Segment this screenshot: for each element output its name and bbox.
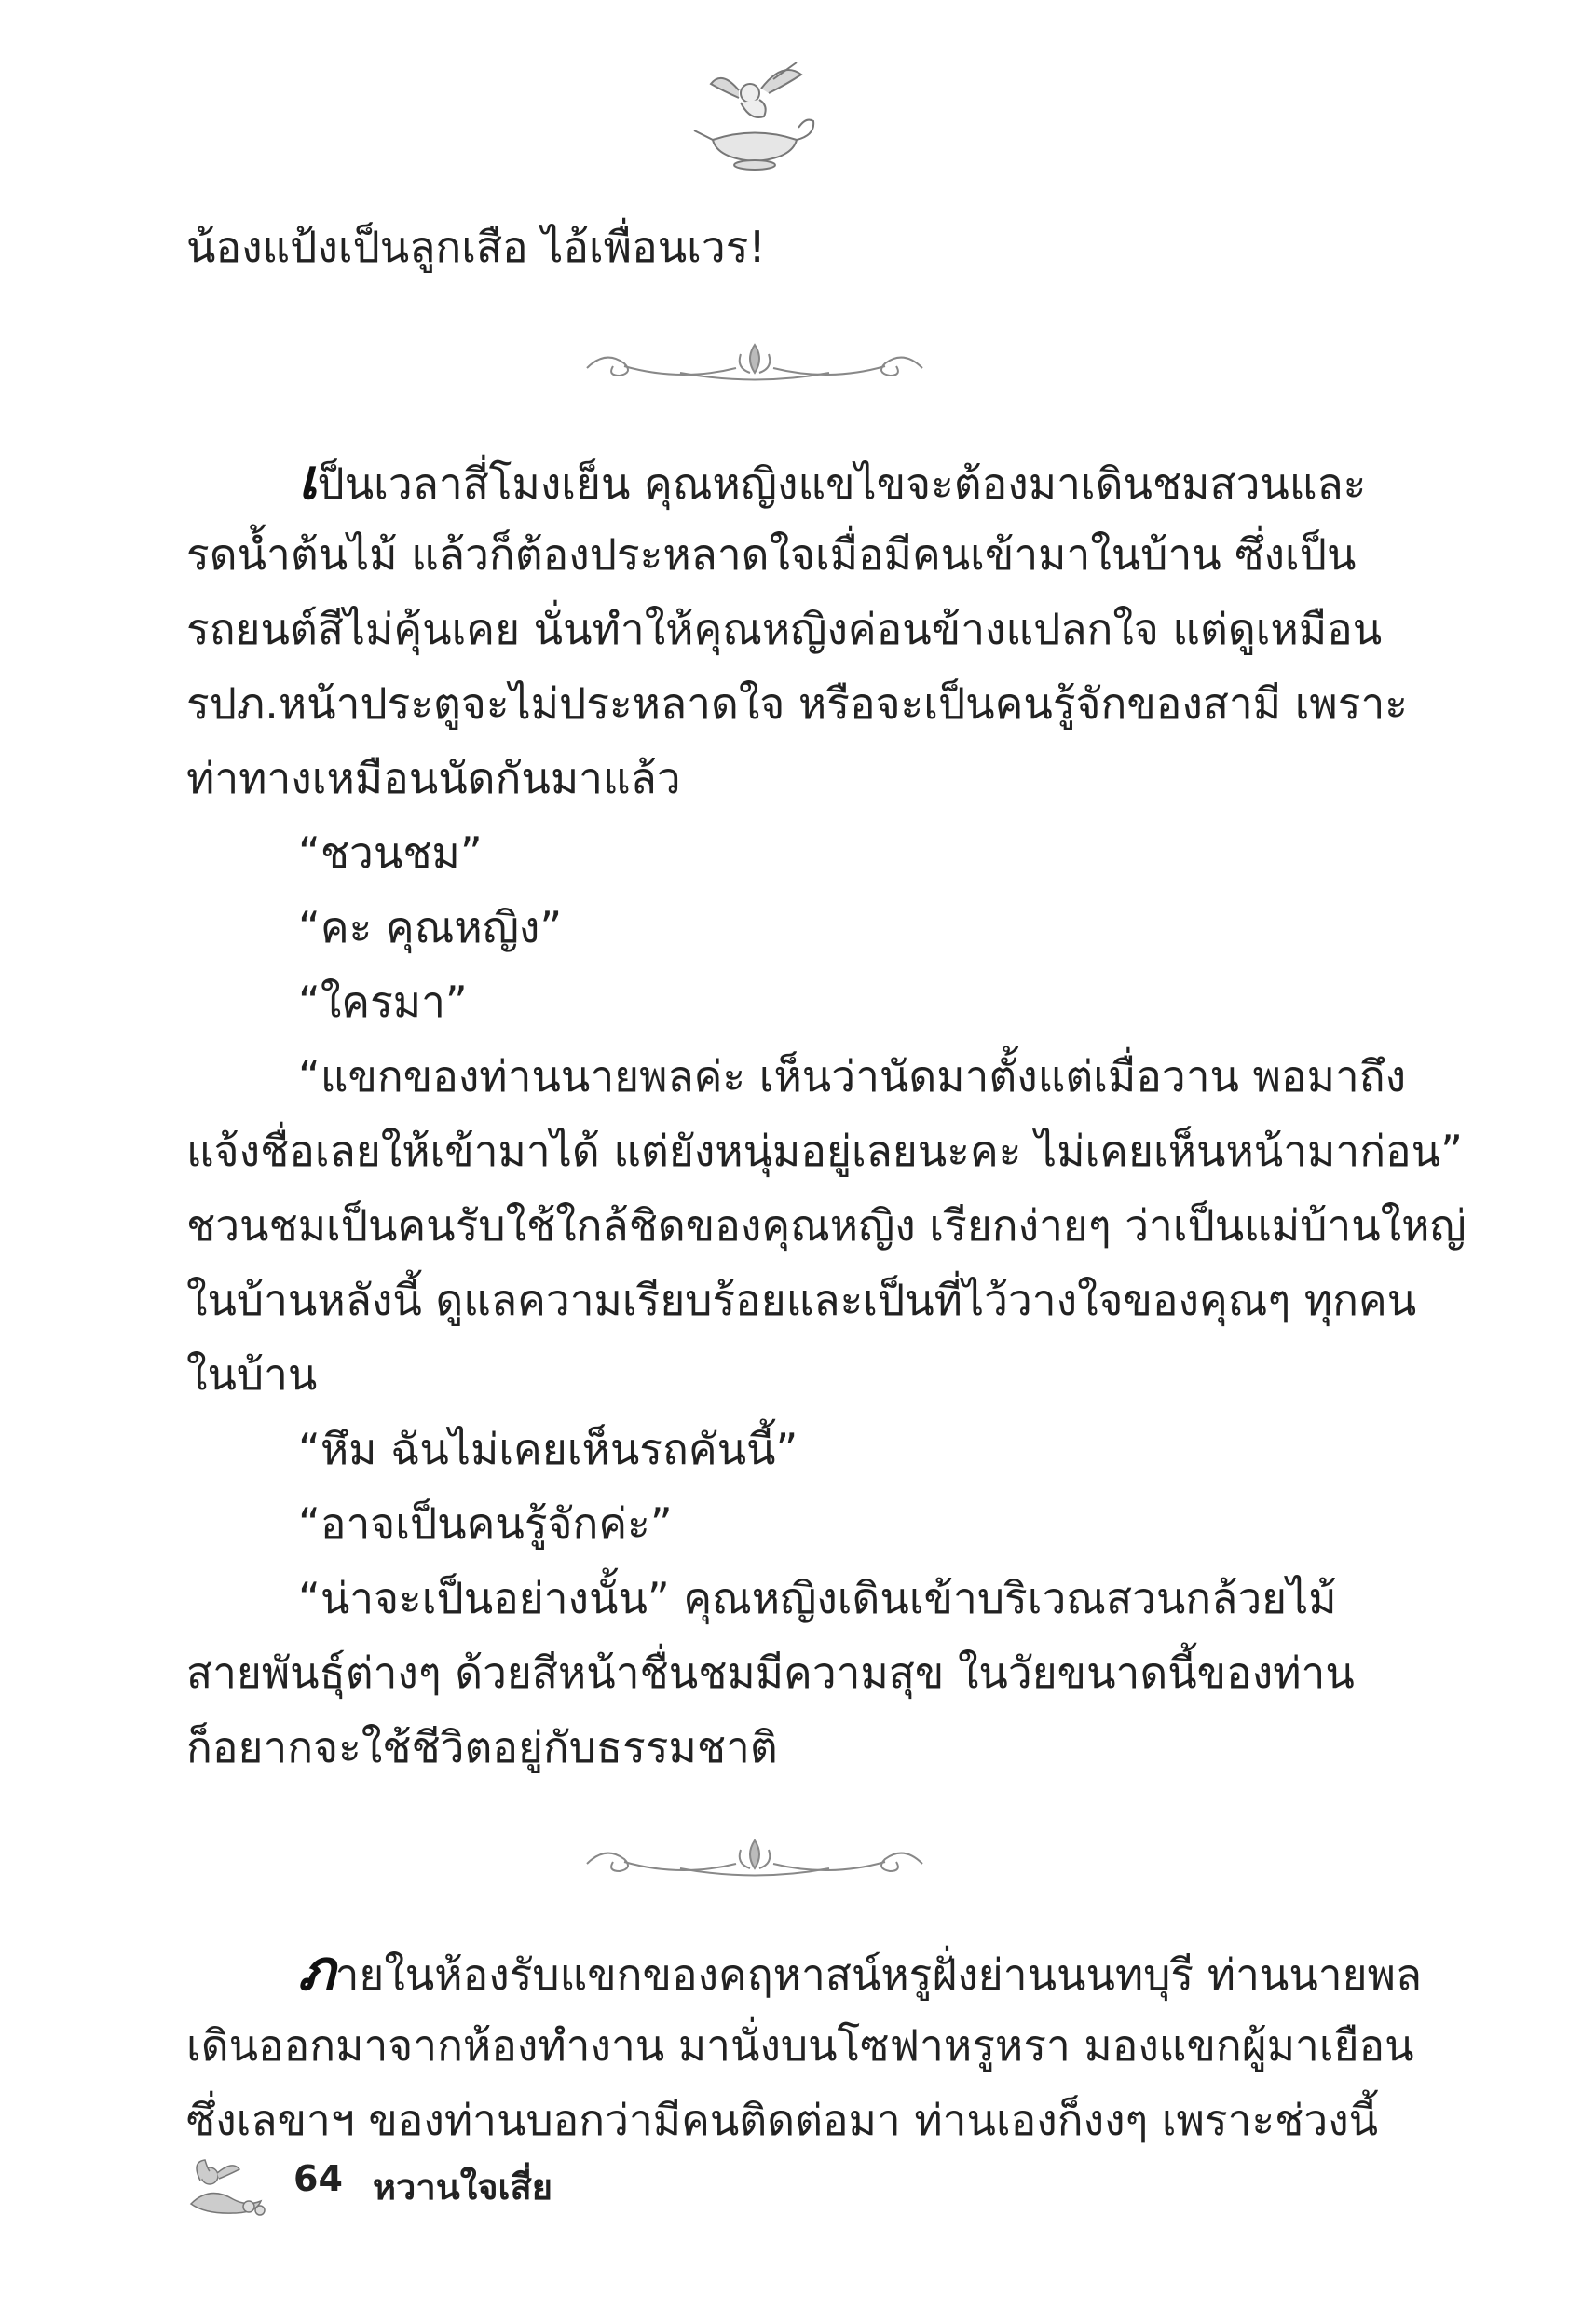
- section-2-first-line: ภายในห้องรับแขกของคฤหาสน์หรูฝั่งย่านนนทบุรี ท่านนายพล: [298, 1938, 1423, 2003]
- paragraph-line: สายพันธุ์ต่างๆ ด้วยสีหน้าชื่นชมมีความสุข ในวัยขนาดนี้ของท่าน: [186, 1648, 1355, 1698]
- opening-line: น้องแป้งเป็นลูกเสือ ไอ้เพื่อนเวร!: [186, 222, 766, 272]
- page-number: 64: [293, 2158, 343, 2199]
- paragraph-line: รปภ.หน้าประตูจะไม่ประหลาดใจ หรือจะเป็นคนรู้จักของสามี เพราะ: [186, 678, 1408, 729]
- flourish-divider-icon: [568, 331, 941, 396]
- section-1: [186, 443, 1466, 1785]
- dialogue-line: “หึม ฉันไม่เคยเห็นรถคันนี้”: [298, 1424, 798, 1474]
- cupid-footer-icon: [182, 2153, 270, 2218]
- paragraph-line: “แขกของท่านนายพลค่ะ เห็นว่านัดมาตั้งแต่เมื่อวาน พอมาถึง: [298, 1051, 1407, 1101]
- paragraph-line: ท่าทางเหมือนนัดกันมาแล้ว: [186, 753, 681, 803]
- paragraph-line: “น่าจะเป็นอย่างนั้น” คุณหญิงเดินเข้าบริเวณสวนกล้วยไม้: [298, 1573, 1337, 1623]
- opening-line-block: [186, 210, 1328, 284]
- paragraph-line: ชวนชมเป็นคนรับใช้ใกล้ชิดของคุณหญิง เรียกง่ายๆ ว่าเป็นแม่บ้านใหญ่: [186, 1200, 1466, 1251]
- paragraph-line: ก็อยากจะใช้ชีวิตอยู่กับธรรมชาติ: [186, 1722, 778, 1772]
- cupid-teapot-ornament-icon: [685, 51, 825, 172]
- paragraph-line: ในบ้าน: [186, 1349, 318, 1400]
- paragraph-line: รดน้ำต้นไม้ แล้วก็ต้องประหลาดใจเมื่อมีคนเข้ามาในบ้าน ซึ่งเป็น: [186, 529, 1357, 580]
- book-title: หวานใจเสี่ย: [373, 2167, 552, 2208]
- paragraph-line: เดินออกมาจากห้องทำงาน มานั่งบนโซฟาหรูหรา มองแขกผู้มาเยือน: [186, 2020, 1414, 2071]
- paragraph-line: แจ้งชื่อเลยให้เข้ามาได้ แต่ยังหนุ่มอยู่เลยนะคะ ไม่เคยเห็นหน้ามาก่อน”: [186, 1126, 1463, 1176]
- page-footer: [182, 2153, 741, 2218]
- dialogue-line: “อาจเป็นคนรู้จักค่ะ”: [298, 1498, 673, 1549]
- section-1-first-line: เป็นเวลาสี่โมงเย็น คุณหญิงแขไขจะต้องมาเดินชมสวนและ: [298, 447, 1367, 513]
- dropcap-letter: ภ: [298, 1938, 335, 2003]
- dialogue-line: “ชวนชม”: [298, 827, 483, 878]
- dialogue-line: “คะ คุณหญิง”: [298, 902, 563, 952]
- paragraph-line: ในบ้านหลังนี้ ดูแลความเรียบร้อยและเป็นที่ไว้วางใจของคุณๆ ทุกคน: [186, 1275, 1417, 1325]
- dropcap-letter: เ: [298, 447, 318, 513]
- dialogue-line: “ใครมา”: [298, 977, 468, 1027]
- paragraph-line: รถยนต์สีไม่คุ้นเคย นั่นทำให้คุณหญิงค่อนข้างแปลกใจ แต่ดูเหมือน: [186, 604, 1383, 654]
- section-2: [186, 1934, 1423, 2157]
- flourish-divider-icon: [568, 1826, 941, 1892]
- paragraph-line: ซึ่งเลขาฯ ของท่านบอกว่ามีคนติดต่อมา ท่านเองก็งงๆ เพราะช่วงนี้: [186, 2095, 1379, 2145]
